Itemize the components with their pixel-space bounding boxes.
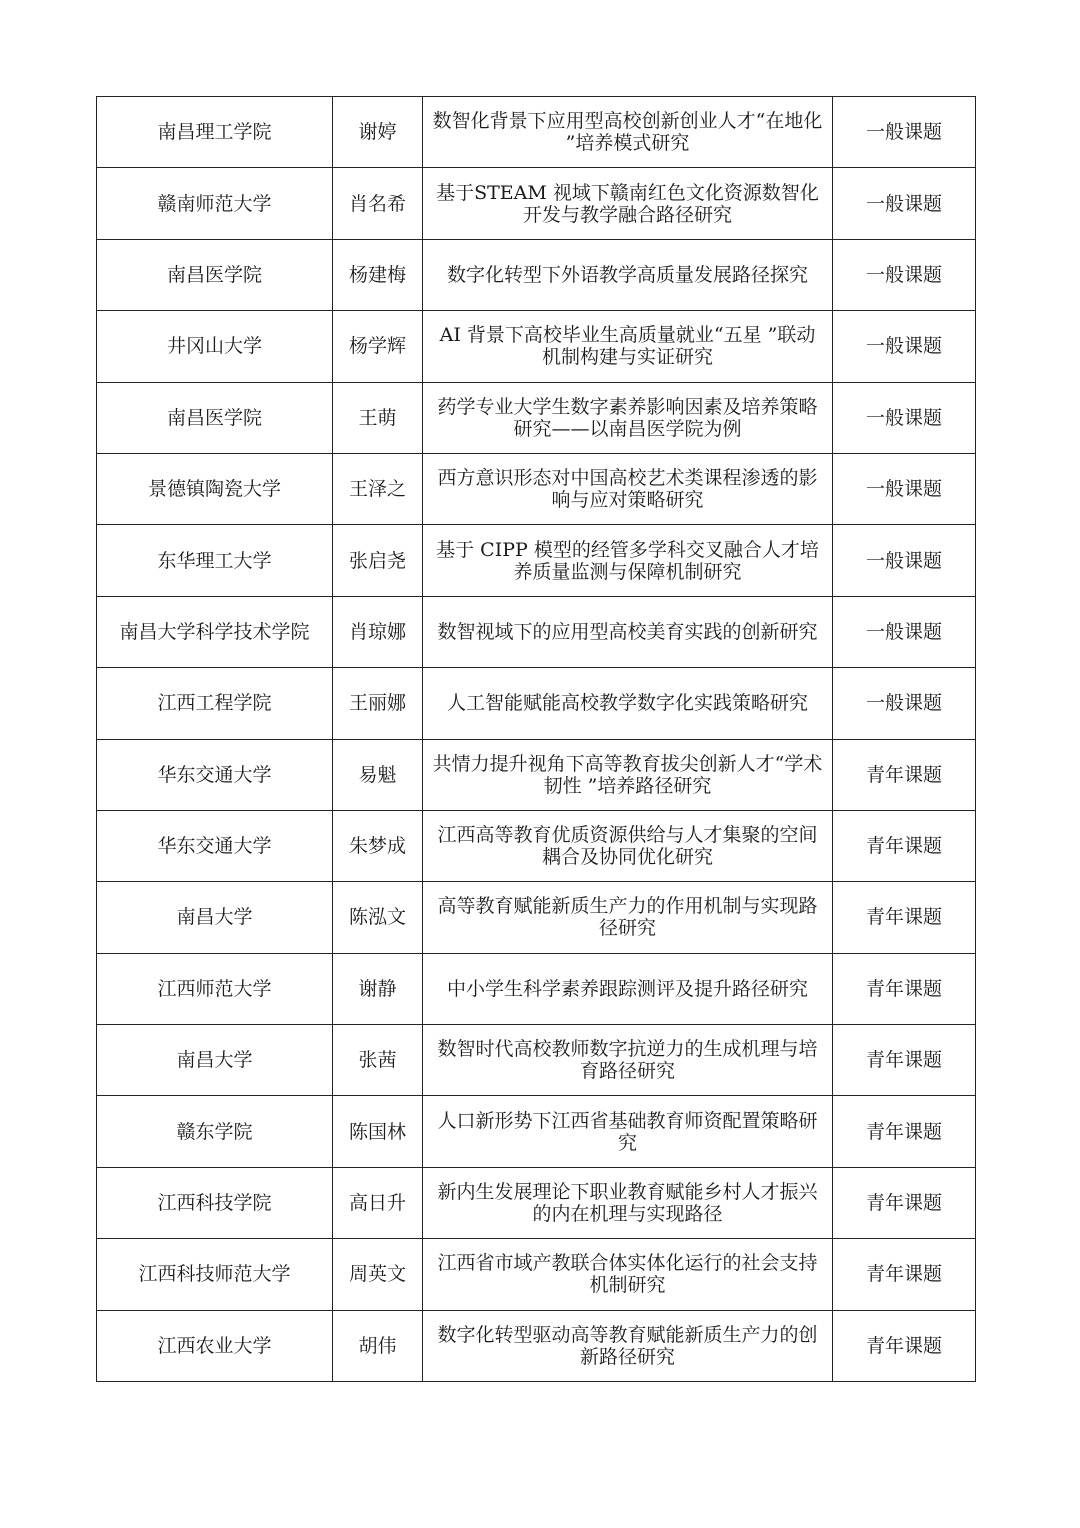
- title-cell: [423, 311, 833, 382]
- project-title: 药学专业大学生数字素养影响因素及培养策略研究——以南昌医学院为例: [437, 395, 818, 440]
- table-row: [97, 596, 976, 667]
- person-cell: 王泽之: [333, 453, 423, 524]
- title-cell: [423, 668, 833, 739]
- type-cell: 青年课题: [833, 1310, 976, 1381]
- project-table-body: [97, 97, 976, 1382]
- unit-cell: 东华理工大学: [97, 525, 333, 596]
- title-cell: [423, 525, 833, 596]
- project-title: 人口新形势下江西省基础教育师资配置策略研究: [437, 1109, 818, 1154]
- title-cell: [423, 1310, 833, 1381]
- type-cell: 青年课题: [833, 739, 976, 810]
- person-cell: 陈泓文: [333, 882, 423, 953]
- type-cell: 一般课题: [833, 453, 976, 524]
- title-cell: [423, 239, 833, 310]
- person-cell: 谢婷: [333, 97, 423, 168]
- type-cell: 青年课题: [833, 882, 976, 953]
- table-row: [97, 1096, 976, 1167]
- unit-cell: 南昌医学院: [97, 239, 333, 310]
- person-cell: 王萌: [333, 382, 423, 453]
- project-table: [96, 96, 976, 1382]
- type-cell: 一般课题: [833, 596, 976, 667]
- person-cell: 周英文: [333, 1239, 423, 1310]
- type-cell: 一般课题: [833, 382, 976, 453]
- person-cell: 朱梦成: [333, 810, 423, 881]
- project-title: 数智化背景下应用型高校创新创业人才“在地化 ”培养模式研究: [432, 110, 823, 155]
- person-cell: 陈国林: [333, 1096, 423, 1167]
- unit-cell: 江西科技学院: [97, 1167, 333, 1238]
- unit-cell: 华东交通大学: [97, 810, 333, 881]
- table-row: [97, 311, 976, 382]
- title-cell: [423, 168, 833, 239]
- project-title: 数智视域下的应用型高校美育实践的创新研究: [437, 620, 818, 643]
- title-cell: [423, 1025, 833, 1096]
- unit-cell: 井冈山大学: [97, 311, 333, 382]
- unit-cell: 南昌大学: [97, 882, 333, 953]
- table-row: [97, 1167, 976, 1238]
- table-row: [97, 1025, 976, 1096]
- title-cell: [423, 953, 833, 1024]
- project-title: 江西省市域产教联合体实体化运行的社会支持机制研究: [437, 1252, 818, 1297]
- unit-cell: 南昌大学科学技术学院: [97, 596, 333, 667]
- title-cell: [423, 453, 833, 524]
- table-row: [97, 810, 976, 881]
- unit-cell: 江西农业大学: [97, 1310, 333, 1381]
- project-title: 基于STEAM 视域下赣南红色文化资源数智化开发与教学融合路径研究: [436, 181, 819, 226]
- table-row: [97, 739, 976, 810]
- person-cell: 张茜: [333, 1025, 423, 1096]
- table-row: [97, 668, 976, 739]
- unit-cell: 赣南师范大学: [97, 168, 333, 239]
- unit-cell: 南昌医学院: [97, 382, 333, 453]
- title-cell: [423, 97, 833, 168]
- table-row: [97, 239, 976, 310]
- title-cell: [423, 1167, 833, 1238]
- person-cell: 杨建梅: [333, 239, 423, 310]
- table-row: [97, 1310, 976, 1381]
- project-title: 西方意识形态对中国高校艺术类课程渗透的影响与应对策略研究: [437, 467, 818, 512]
- person-cell: 王丽娜: [333, 668, 423, 739]
- type-cell: 青年课题: [833, 810, 976, 881]
- project-title: 数智时代高校教师数字抗逆力的生成机理与培育路径研究: [437, 1038, 818, 1083]
- table-row: [97, 382, 976, 453]
- person-cell: 谢静: [333, 953, 423, 1024]
- type-cell: 青年课题: [833, 1096, 976, 1167]
- table-row: [97, 1239, 976, 1310]
- type-cell: 青年课题: [833, 1025, 976, 1096]
- title-cell: [423, 810, 833, 881]
- type-cell: 一般课题: [833, 168, 976, 239]
- table-row: [97, 525, 976, 596]
- table-row: [97, 97, 976, 168]
- type-cell: 青年课题: [833, 1239, 976, 1310]
- project-title: 中小学生科学素养跟踪测评及提升路径研究: [446, 977, 808, 1000]
- unit-cell: 华东交通大学: [97, 739, 333, 810]
- person-cell: 肖名希: [333, 168, 423, 239]
- person-cell: 肖琼娜: [333, 596, 423, 667]
- type-cell: 一般课题: [833, 525, 976, 596]
- type-cell: 一般课题: [833, 97, 976, 168]
- person-cell: 高日升: [333, 1167, 423, 1238]
- unit-cell: 江西科技师范大学: [97, 1239, 333, 1310]
- project-title: 高等教育赋能新质生产力的作用机制与实现路径研究: [437, 895, 818, 940]
- type-cell: 一般课题: [833, 668, 976, 739]
- type-cell: 一般课题: [833, 311, 976, 382]
- project-title: 共情力提升视角下高等教育拔尖创新人才“学术韧性 ”培养路径研究: [432, 752, 823, 797]
- title-cell: [423, 1239, 833, 1310]
- unit-cell: 江西工程学院: [97, 668, 333, 739]
- unit-cell: 南昌大学: [97, 1025, 333, 1096]
- table-row: [97, 453, 976, 524]
- project-title: 新内生发展理论下职业教育赋能乡村人才振兴的内在机理与实现路径: [437, 1181, 818, 1226]
- title-cell: [423, 382, 833, 453]
- project-title: AI 背景下高校毕业生高质量就业“五星 ”联动机制构建与实证研究: [439, 324, 816, 369]
- project-title: 数字化转型驱动高等教育赋能新质生产力的创新路径研究: [437, 1323, 818, 1368]
- person-cell: 张启尧: [333, 525, 423, 596]
- unit-cell: 江西师范大学: [97, 953, 333, 1024]
- project-title: 基于 CIPP 模型的经管多学科交叉融合人才培养质量监测与保障机制研究: [436, 538, 819, 583]
- table-row: [97, 953, 976, 1024]
- project-title: 数字化转型下外语教学高质量发展路径探究: [446, 263, 808, 286]
- project-title: 人工智能赋能高校教学数字化实践策略研究: [446, 692, 808, 715]
- unit-cell: 景德镇陶瓷大学: [97, 453, 333, 524]
- table-row: [97, 882, 976, 953]
- title-cell: [423, 882, 833, 953]
- project-title: 江西高等教育优质资源供给与人才集聚的空间耦合及协同优化研究: [437, 824, 818, 869]
- type-cell: 青年课题: [833, 1167, 976, 1238]
- unit-cell: 赣东学院: [97, 1096, 333, 1167]
- person-cell: 杨学辉: [333, 311, 423, 382]
- title-cell: [423, 739, 833, 810]
- person-cell: 胡伟: [333, 1310, 423, 1381]
- table-row: [97, 168, 976, 239]
- unit-cell: 南昌理工学院: [97, 97, 333, 168]
- type-cell: 青年课题: [833, 953, 976, 1024]
- person-cell: 易魁: [333, 739, 423, 810]
- title-cell: [423, 1096, 833, 1167]
- type-cell: 一般课题: [833, 239, 976, 310]
- title-cell: [423, 596, 833, 667]
